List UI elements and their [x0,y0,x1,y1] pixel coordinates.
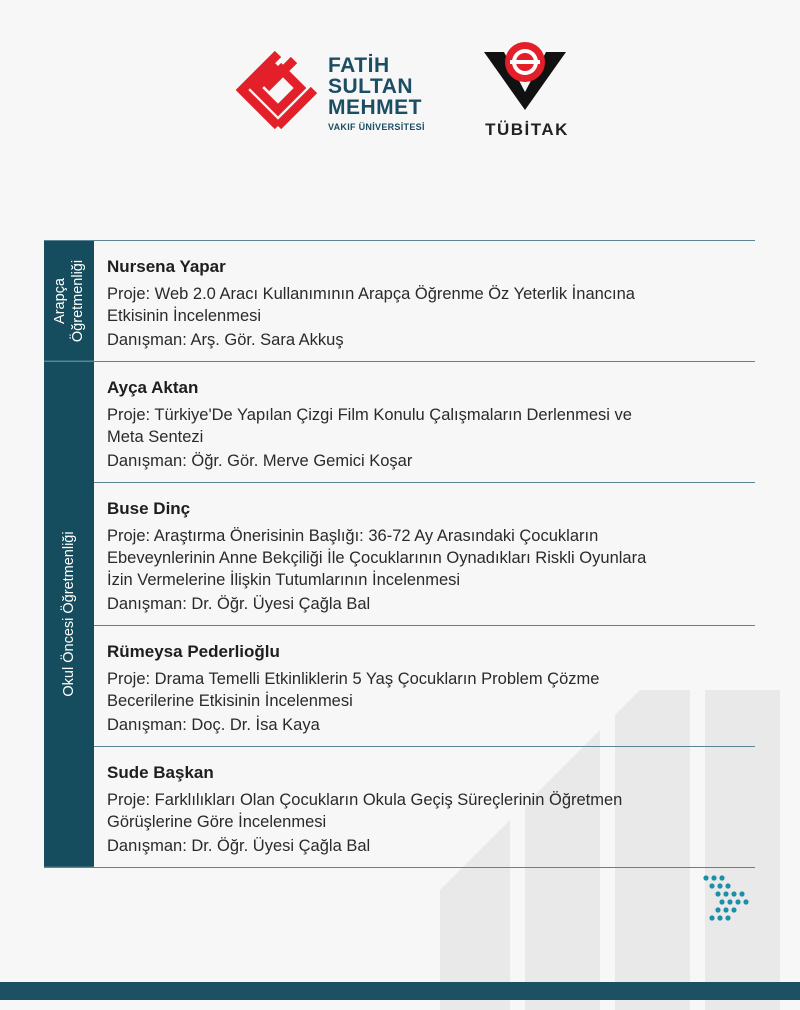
next-arrow-icon[interactable] [702,874,754,924]
department-label-line: Okul Öncesi Öğretmenliği [61,531,77,697]
student-name: Ayça Aktan [107,378,199,397]
fsm-logo-text [328,55,425,132]
advisor-name: Danışman: Arş. Gör. Sara Akkuş [107,331,344,349]
project-title-line: Becerilerine Etkisinin İncelenmesi [107,692,353,710]
project-entries [94,362,755,867]
department-sidebar [44,241,94,361]
student-name: Buse Dinç [107,499,191,518]
fsm-logo-line: FATİH [328,54,390,77]
fsm-logo-subtitle: VAKIF ÜNİVERSİTESİ [328,122,425,132]
project-entry [94,362,755,482]
department-label-line: Öğretmenliği [70,259,86,342]
project-title-line: Meta Sentezi [107,428,204,446]
fsm-logo-icon [236,48,320,136]
tubitak-logo-icon [482,38,568,110]
project-title-line: Görüşlerine Göre İncelenmesi [107,813,327,831]
project-title-line: Proje: Türkiye'De Yapılan Çizgi Film Konulu Çalışmaların Derlenmesi ve [107,406,632,424]
department-sidebar [44,362,94,867]
department-label [51,259,87,341]
project-title-line: Etkisinin İncelenmesi [107,307,262,325]
advisor-name: Danışman: Dr. Öğr. Üyesi Çağla Bal [107,837,371,855]
fsm-logo-line: MEHMET [328,96,422,119]
student-name: Nursena Yapar [107,257,226,276]
project-title-line: Proje: Drama Temelli Etkinliklerin 5 Yaş Çocukların Problem Çözme [107,670,600,688]
advisor-name: Danışman: Öğr. Gör. Merve Gemici Koşar [107,452,413,470]
project-title-line: Ebeveynlerinin Anne Bekçiliği İle Çocuklarının Oynadıkları Riskli Oyunlara [107,549,647,567]
project-entry [94,625,755,746]
student-projects-table [44,240,755,868]
project-title-line: Proje: Araştırma Önerisinin Başlığı: 36-72 Ay Arasındaki Çocukların [107,527,599,545]
project-title-line: Proje: Web 2.0 Aracı Kullanımının Arapça Öğrenme Öz Yeterlik İnancına [107,285,635,303]
advisor-name: Danışman: Dr. Öğr. Üyesi Çağla Bal [107,595,371,613]
fsm-logo-line: SULTAN [328,75,414,98]
footer-bar [0,982,800,1000]
tubitak-logo-text: TÜBİTAK [485,120,569,139]
project-entry [94,746,755,867]
department-group [44,361,755,868]
department-label [60,531,78,696]
department-label-line: Arapça [52,277,68,324]
advisor-name: Danışman: Doç. Dr. İsa Kaya [107,716,320,734]
project-entry [94,482,755,625]
project-entries [94,241,755,361]
department-group [44,240,755,361]
student-name: Sude Başkan [107,763,214,782]
student-name: Rümeysa Pederlioğlu [107,642,280,661]
project-title-line: İzin Vermelerine İlişkin Tutumlarının İncelenmesi [107,571,461,589]
project-title-line: Proje: Farklılıkları Olan Çocukların Okula Geçiş Süreçlerinin Öğretmen [107,791,623,809]
project-entry [94,241,755,361]
